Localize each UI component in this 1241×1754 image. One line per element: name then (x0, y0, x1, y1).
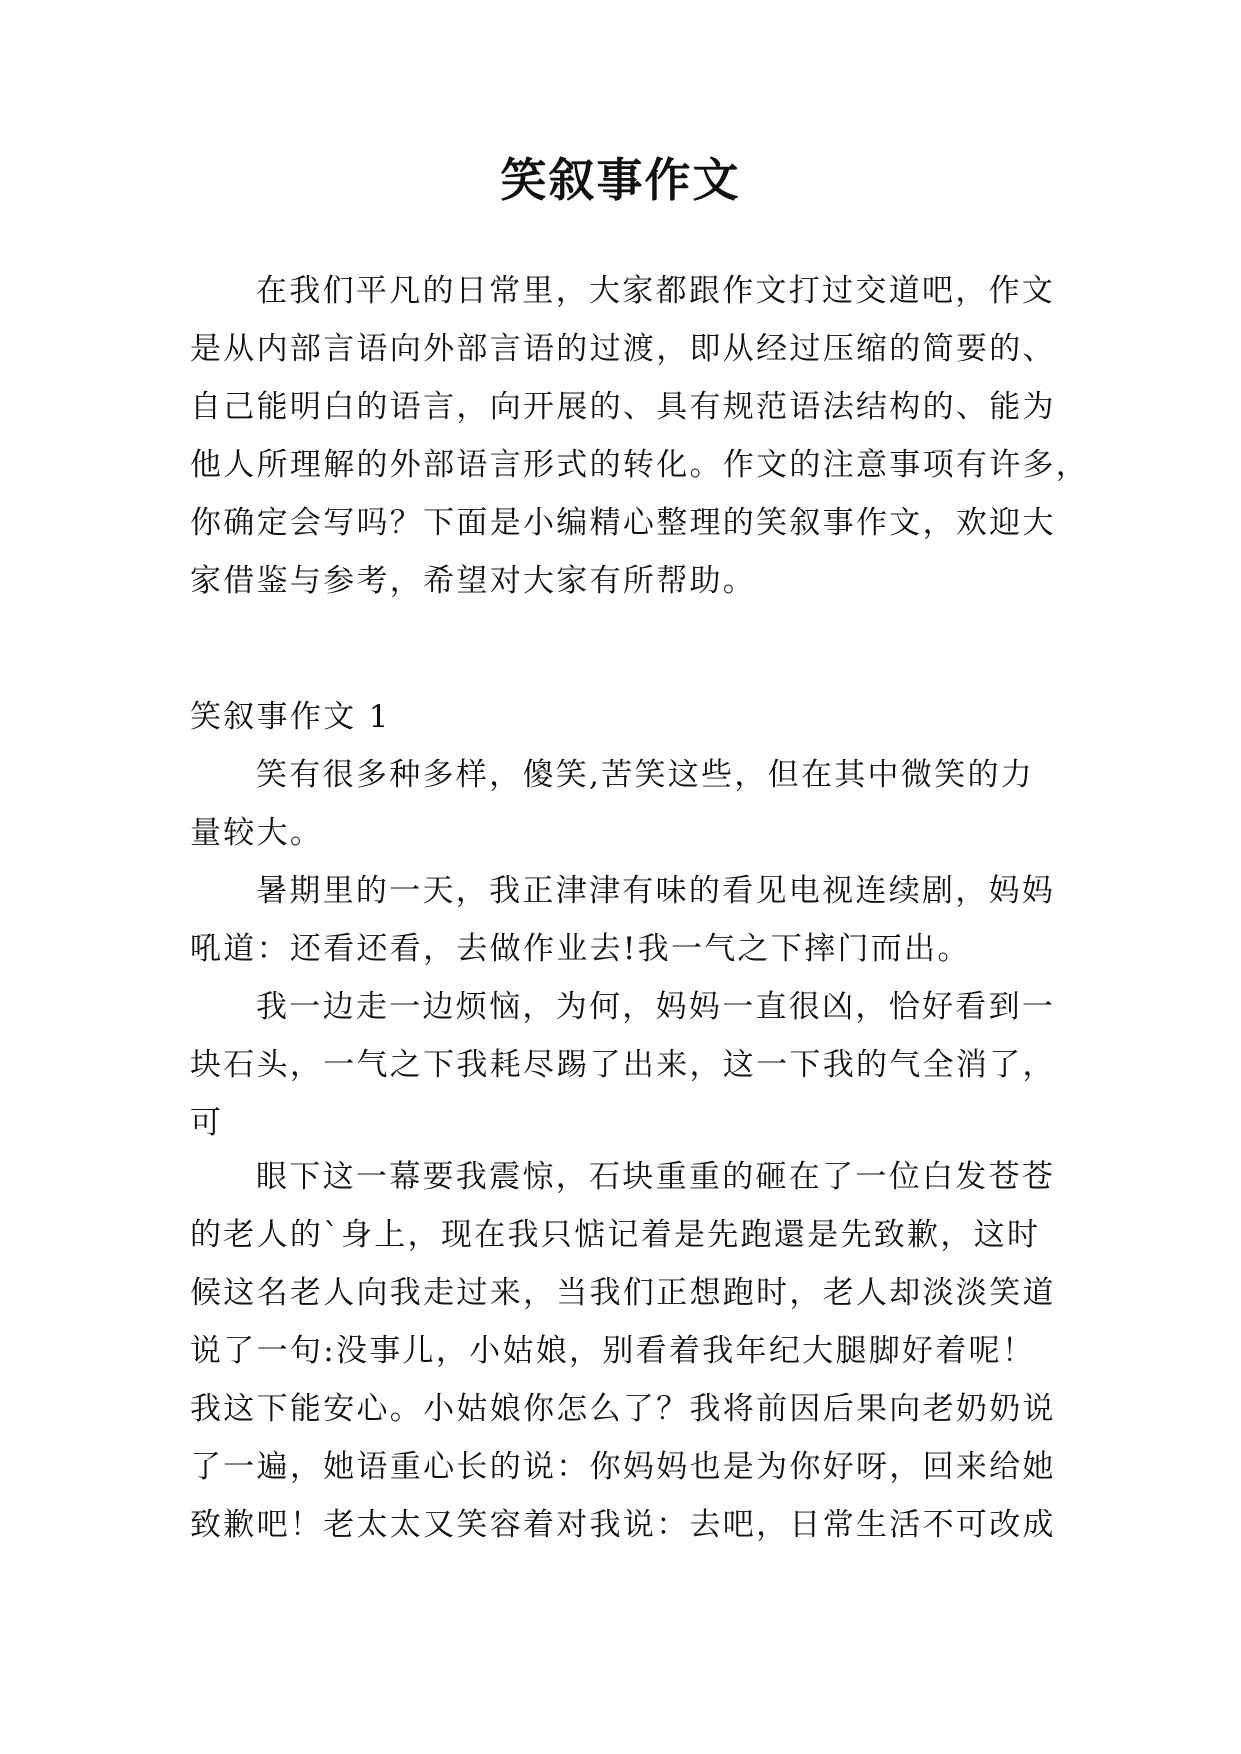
text-line: 你确定会写吗？下面是小编精心整理的笑叙事作文，欢迎大 (190, 505, 1056, 541)
text-line: 笑有很多种多样，傻笑,苦笑这些，但在其中微笑的力 (256, 757, 1035, 793)
text-line: 的老人的`身上，现在我只惦记着是先跑還是先致歉，这时 (190, 1217, 1041, 1253)
section-heading (190, 688, 1052, 746)
text-line: 自己能明白的语言，向开展的、具有规范语法结构的、能为 (190, 389, 1056, 425)
text-line: 了一遍，她语重心长的说：你妈妈也是为你好呀，回来给她 (190, 1449, 1056, 1485)
text-line: 家借鉴与参考，希望对大家有所帮助。 (190, 563, 757, 599)
text-line: 在我们平凡的日常里，大家都跟作文打过交道吧，作文 (256, 273, 1056, 309)
text-line: 可 (190, 1105, 224, 1141)
text-line: 说了一句:没事儿，小姑娘，别看着我年纪大腿脚好着呢！ (190, 1333, 1036, 1369)
section-heading-text: 笑叙事作文 1 (190, 699, 391, 735)
body-paragraph (190, 862, 1056, 978)
body-paragraph (190, 978, 1056, 1152)
text-line: 他人所理解的外部语言形式的转化。作文的注意事项有许多， (190, 447, 1090, 483)
body-paragraph (190, 746, 1052, 862)
document-title: 笑叙事作文 (500, 153, 741, 207)
text-line: 眼下这一幕要我震惊，石块重重的砸在了一位白发苍苍 (256, 1159, 1056, 1195)
text-line: 候这名老人向我走过来，当我们正想跑时，老人却淡淡笑道 (190, 1275, 1056, 1311)
text-line: 量较大。 (190, 815, 324, 851)
text-line: 是从内部言语向外部言语的过渡，即从经过压缩的简要的、 (190, 331, 1056, 367)
intro-paragraph (190, 262, 1090, 610)
text-line: 致歉吧！老太太又笑容着对我说：去吧，日常生活不可改成 (190, 1507, 1056, 1543)
text-line: 我这下能安心。小姑娘你怎么了？我将前因后果向老奶奶说 (190, 1391, 1056, 1427)
text-line: 吼道：还看还看，去做作业去!我一气之下摔门而出。 (190, 931, 971, 967)
text-line: 块石头，一气之下我耗尽踢了出来，这一下我的气全消了， (190, 1047, 1056, 1083)
text-line: 暑期里的一天，我正津津有味的看见电视连续剧，妈妈 (256, 873, 1056, 909)
text-line: 我一边走一边烦恼，为何，妈妈一直很凶，恰好看到一 (256, 989, 1056, 1025)
body-paragraph (190, 1148, 1056, 1554)
